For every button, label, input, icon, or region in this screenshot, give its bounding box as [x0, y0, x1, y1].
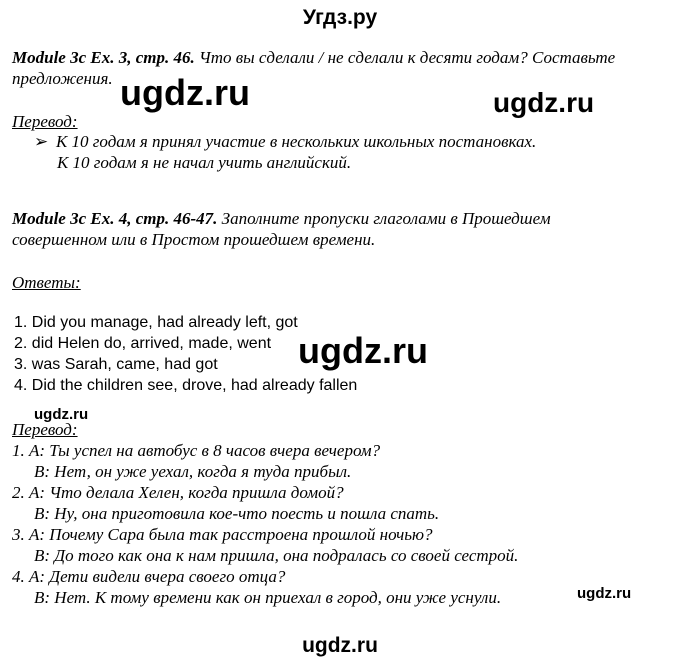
translation-line: В: До того как она к нам пришла, она подралась со своей сестрой. — [34, 546, 519, 565]
translation-line: В: Ну, она приготовила кое-что поесть и пошла спать. — [34, 504, 440, 523]
section2-heading-bold: Module 3c Ex. 4, стр. 46-47. — [12, 209, 218, 228]
translation-line: В: Нет. К тому времени как он приехал в город, они уже уснули. — [34, 588, 502, 607]
section2-heading-line2: совершенном или в Простом прошедшем времени. — [12, 230, 376, 249]
translation-line: 4. А: Дети видели вчера своего отца? — [12, 567, 286, 586]
answer-line: 2. did Helen do, arrived, made, went — [14, 335, 272, 352]
watermark: ugdz.ru — [577, 585, 632, 602]
section1-heading — [12, 47, 615, 68]
bullet-arrow-icon: ➢ — [34, 132, 49, 151]
watermark: ugdz.ru — [298, 330, 428, 371]
section2-heading-rest: Заполните пропуски глаголами в Прошедшем — [221, 209, 551, 228]
answer-line: 1. Did you manage, had already left, got — [14, 314, 298, 331]
answer-line: 3. was Sarah, came, had got — [14, 356, 218, 373]
answer-line: 4. Did the children see, drove, had already fallen — [14, 377, 358, 394]
watermark: ugdz.ru — [34, 406, 89, 423]
section1-line-text: К 10 годам я принял участие в нескольких школьных постановках. — [56, 132, 537, 151]
section1-heading-rest: Что вы сделали / не сделали к десяти годам? Составьте — [199, 48, 616, 67]
section1-line: К 10 годам я не начал учить английский. — [57, 153, 352, 172]
section1-translation-label: Перевод: — [12, 112, 78, 131]
watermark: ugdz.ru — [493, 87, 595, 118]
section1-heading-line2: предложения. — [12, 69, 113, 88]
watermark: ugdz.ru — [302, 634, 378, 657]
site-title: Угдз.ру — [302, 6, 378, 29]
translation-line: 3. А: Почему Сара была так расстроена прошлой ночью? — [12, 525, 433, 544]
watermark: ugdz.ru — [120, 72, 250, 113]
answers-label: Ответы: — [12, 273, 81, 292]
section2-translation-label: Перевод: — [12, 420, 78, 439]
translation-line: 2. А: Что делала Хелен, когда пришла домой? — [12, 483, 344, 502]
translation-line: В: Нет, он уже уехал, когда я туда прибыл. — [34, 462, 352, 481]
section1-heading-bold: Module 3c Ex. 3, стр. 46. — [12, 48, 195, 67]
section1-line — [34, 131, 536, 152]
section2-heading — [12, 208, 551, 229]
translation-line: 1. А: Ты успел на автобус в 8 часов вчера вечером? — [12, 441, 381, 460]
